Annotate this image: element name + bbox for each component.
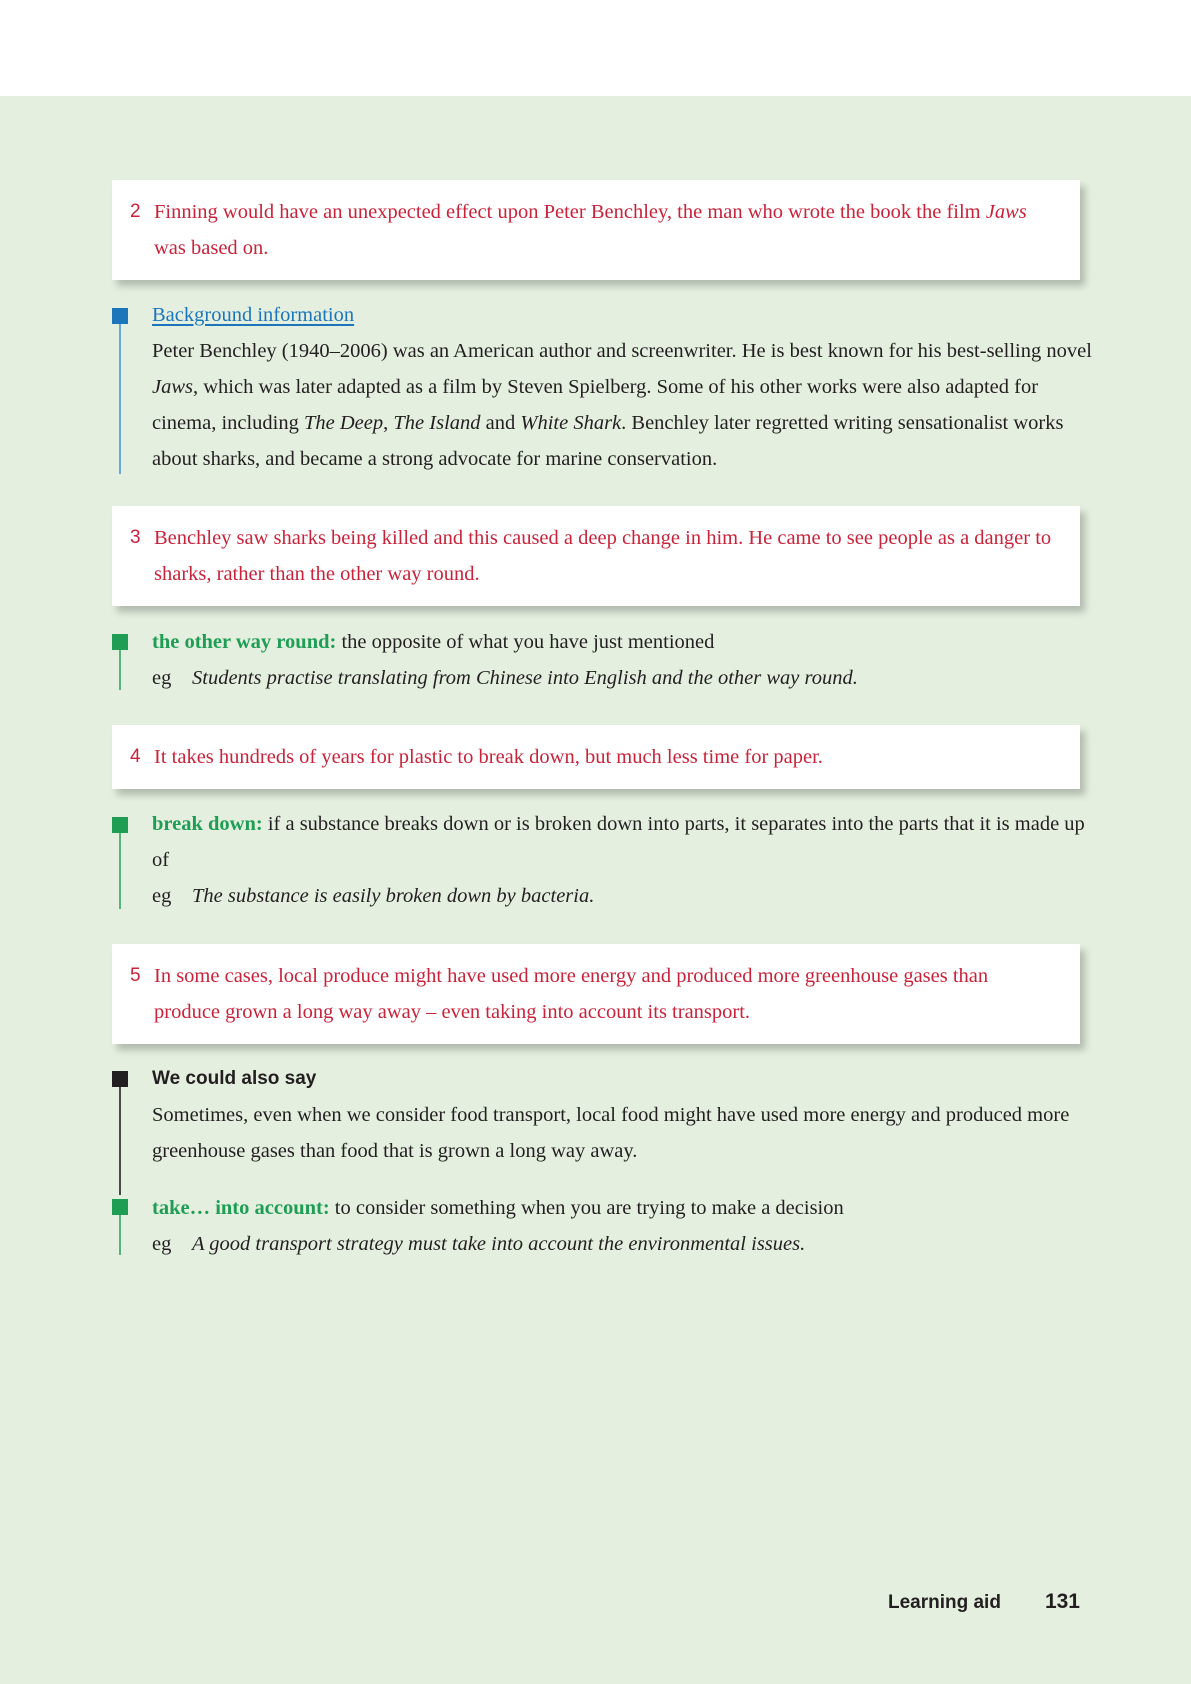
- background-text-part: . Benchley later regretted writing sensationalist works about sharks, and became a strong advocate for marine conservation.: [152, 412, 1064, 470]
- background-text-part: , which was later adapted as a film by Steven Spielberg. Some of his other works were also adapted for cinema, including: [152, 376, 1039, 434]
- vocab-side-line: [119, 650, 121, 690]
- vocab-definition-line: [152, 624, 1092, 660]
- question-box-4: [112, 725, 1080, 789]
- question-text-italic: Jaws: [985, 201, 1027, 223]
- background-text-part: and: [480, 412, 521, 434]
- background-side-line: [119, 324, 121, 474]
- vocab-definition: to consider something when you are trying to make a decision: [329, 1197, 844, 1219]
- vocab-definition-line: [152, 1190, 1092, 1226]
- background-text-part: ,: [383, 412, 394, 434]
- book-title: Jaws: [152, 376, 193, 398]
- question-text: In some cases, local produce might have used more energy and produced more greenhouse gases than produce grown a long way away – even taking into account its transport.: [154, 965, 989, 1023]
- film-title: The Deep: [304, 412, 384, 434]
- vocab-definition-line: [152, 806, 1092, 878]
- vocab-marker-icon: [112, 817, 128, 833]
- vocab-entry-take-into-account: [152, 1190, 1092, 1262]
- vocab-example-line: [152, 660, 1092, 696]
- vocab-term: the other way round:: [152, 631, 337, 653]
- also-say-title: We could also say: [152, 1068, 317, 1089]
- vocab-definition: the opposite of what you have just mentioned: [336, 631, 715, 653]
- question-text: Finning would have an unexpected effect upon Peter Benchley, the man who wrote the book the film: [154, 201, 986, 223]
- vocab-term: break down:: [152, 813, 263, 835]
- also-say-side-line: [119, 1087, 121, 1195]
- question-box-3: [112, 506, 1080, 606]
- film-title: White Shark: [520, 412, 622, 434]
- question-number: 3: [130, 527, 141, 548]
- question-box-2: [112, 180, 1080, 280]
- vocab-marker-icon: [112, 634, 128, 650]
- also-say-block: [152, 1061, 1092, 1169]
- example-text: Students practise translating from Chinese into English and the other way round.: [192, 667, 858, 689]
- film-title: The Island: [393, 412, 481, 434]
- example-label: eg: [152, 885, 172, 907]
- vocab-entry-the-other-way-round: [152, 624, 1092, 696]
- also-say-text: Sometimes, even when we consider food transport, local food might have used more energy and produced more greenhouse gases than food that is grown a long way away.: [152, 1104, 1070, 1162]
- question-box-5: [112, 944, 1080, 1044]
- background-info-block: [152, 297, 1092, 477]
- vocab-definition: if a substance breaks down or is broken down into parts, it separates into the parts that it is made up of: [152, 813, 1085, 871]
- question-number: 5: [130, 965, 141, 986]
- vocab-entry-break-down: [152, 806, 1092, 914]
- example-label: eg: [152, 667, 172, 689]
- background-info-text: [152, 333, 1092, 477]
- question-number: 2: [130, 201, 141, 222]
- vocab-example-line: [152, 878, 1092, 914]
- vocab-side-line: [119, 833, 121, 909]
- footer-label: Learning aid: [887, 1592, 1001, 1613]
- page-number: 131: [1044, 1590, 1080, 1613]
- vocab-side-line: [119, 1215, 121, 1255]
- also-say-marker-icon: [112, 1071, 128, 1087]
- vocab-example-line: [152, 1226, 1092, 1262]
- example-text: A good transport strategy must take into account the environmental issues.: [192, 1233, 806, 1255]
- question-text: was based on.: [154, 237, 269, 259]
- background-text-part: Peter Benchley (1940–2006) was an American author and screenwriter. He is best known for his best-selling novel: [152, 340, 1092, 362]
- page-footer: [888, 1590, 1080, 1614]
- question-text: It takes hundreds of years for plastic to break down, but much less time for paper.: [154, 746, 823, 768]
- question-number: 4: [130, 746, 141, 767]
- background-info-title: Background information: [152, 304, 355, 326]
- question-text: Benchley saw sharks being killed and this caused a deep change in him. He came to see people as a danger to sharks, rather than the other way round.: [154, 527, 1052, 585]
- vocab-term: take… into account:: [152, 1197, 330, 1219]
- vocab-marker-icon: [112, 1199, 128, 1215]
- example-label: eg: [152, 1233, 172, 1255]
- example-text: The substance is easily broken down by bacteria.: [192, 885, 595, 907]
- background-marker-icon: [112, 308, 128, 324]
